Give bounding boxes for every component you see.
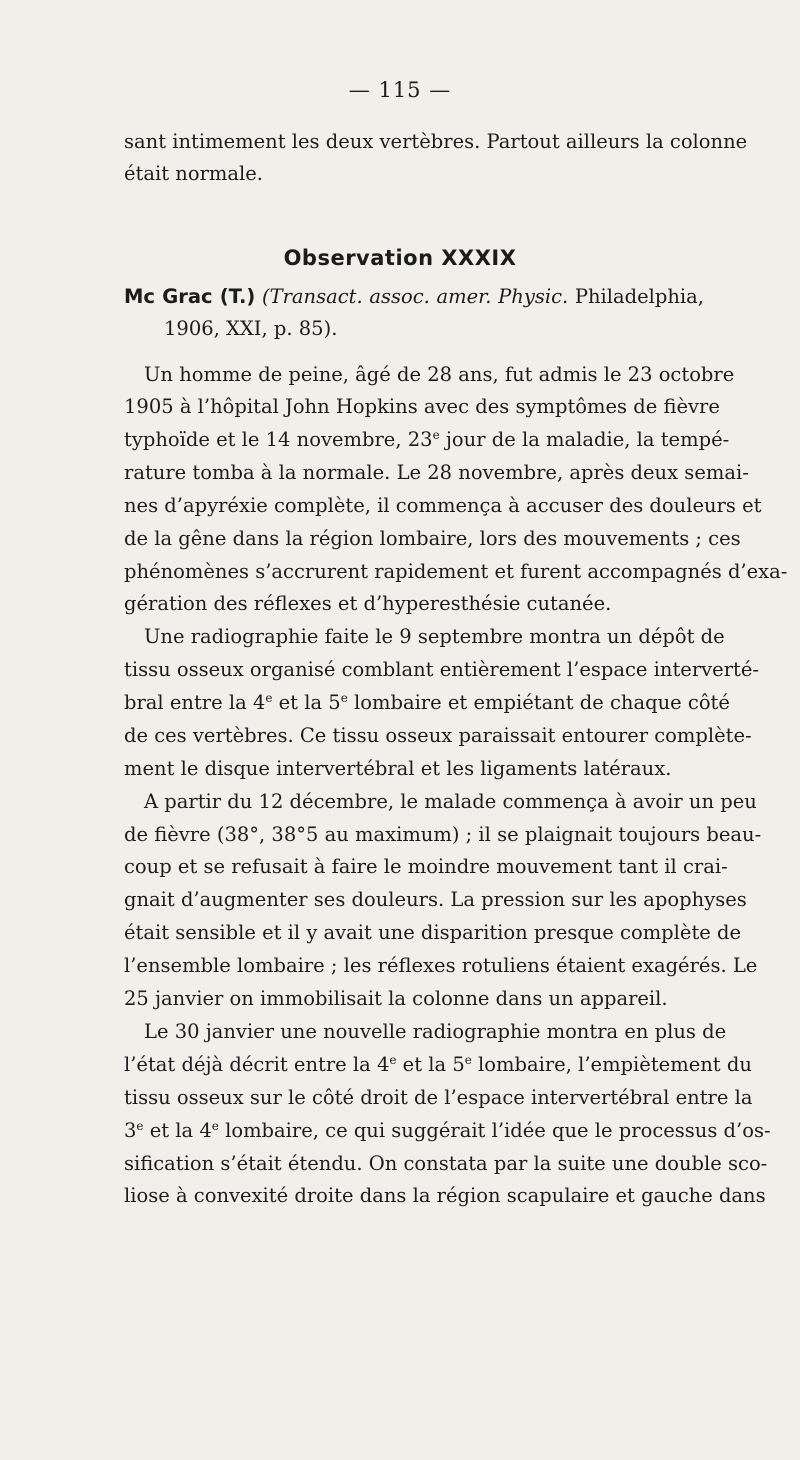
body-line: Un homme de peine, âgé de 28 ans, fut admis le 23 octobre — [144, 363, 735, 386]
body-line: phénomènes s’accrurent rapidement et furent accompagnés d’exa- — [124, 560, 788, 583]
citation-line-2: 1906, XXI, p. 85). — [164, 317, 338, 340]
intro-line-2: était normale. — [124, 162, 263, 185]
citation-line-1 — [124, 282, 704, 312]
body-line: l’ensemble lombaire ; les réflexes rotuliens étaient exagérés. Le — [124, 954, 758, 977]
body-line: gération des réflexes et d’hyperesthésie cutanée. — [124, 592, 612, 615]
body-line: 25 janvier on immobilisait la colonne dans un appareil. — [124, 987, 668, 1010]
body-line: 1905 à l’hôpital John Hopkins avec des symptômes de fièvre — [124, 395, 720, 418]
citation-source: (Transact. assoc. amer. Physic. — [261, 285, 569, 308]
body-line: était sensible et il y avait une disparition presque complète de — [124, 921, 742, 944]
body-line: 3e et la 4e lombaire, ce qui suggérait l’idée que le processus d’os- — [124, 1119, 771, 1142]
body-line: bral entre la 4e et la 5e lombaire et empiétant de chaque côté — [124, 691, 730, 714]
body-line: nes d’apyréxie complète, il commença à accuser des douleurs et — [124, 494, 762, 517]
body-line: l’état déjà décrit entre la 4e et la 5e lombaire, l’empiètement du — [124, 1053, 752, 1076]
body-line: tissu osseux organisé comblant entièrement l’espace interverté- — [124, 658, 759, 681]
body-line: sification s’était étendu. On constata par la suite une double sco- — [124, 1152, 768, 1175]
body-line: coup et se refusait à faire le moindre mouvement tant il crai- — [124, 855, 728, 878]
body-line: de la gêne dans la région lombaire, lors des mouvements ; ces — [124, 527, 741, 550]
body-line: tissu osseux sur le côté droit de l’espace intervertébral entre la — [124, 1086, 753, 1109]
body-line: de ces vertèbres. Ce tissu osseux paraissait entourer complète- — [124, 724, 752, 747]
body-line: typhoïde et le 14 novembre, 23e jour de la maladie, la tempé- — [124, 428, 730, 451]
body-line: A partir du 12 décembre, le malade commença à avoir un peu — [144, 790, 757, 813]
observation-title: Observation XXXIX — [283, 246, 517, 270]
citation-place: Philadelphia, — [574, 285, 704, 308]
body-line: ment le disque intervertébral et les ligaments latéraux. — [124, 757, 672, 780]
body-line: gnait d’augmenter ses douleurs. La pression sur les apophyses — [124, 888, 747, 911]
body-line: Une radiographie faite le 9 septembre montra un dépôt de — [144, 625, 725, 648]
body-line: liose à convexité droite dans la région scapulaire et gauche dans — [124, 1184, 766, 1207]
body-line: rature tomba à la normale. Le 28 novembre, après deux semai- — [124, 461, 749, 484]
body-line: Le 30 janvier une nouvelle radiographie montra en plus de — [144, 1020, 727, 1043]
intro-line-1: sant intimement les deux vertèbres. Partout ailleurs la colonne — [124, 130, 748, 153]
citation-author: Mc Grac (T.) — [124, 285, 256, 308]
body-line: de fièvre (38°, 38°5 au maximum) ; il se plaignait toujours beau- — [124, 823, 762, 846]
page-number: — 115 — — [348, 78, 452, 102]
